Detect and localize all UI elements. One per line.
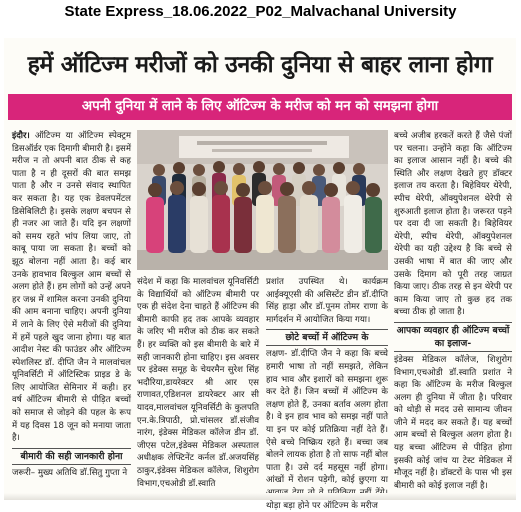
article-column-3 [266,276,388,511]
column-4-text: बच्चे अजीब हरकतें करते हैं जैसे पंजों पर चलना। उन्होंने कहा कि ऑटिज्म का इलाज आसान नहीं है। बच्चे की स्थिति और लक्षण देखते हुए डॉक्टर इलाज तय करता है। बिहेवियर थेरेपी, स्पीच थेरेपी, ऑक्युपेशनल थेरेपी से शुरुआती इलाज होता है। जरूरत पड़ने पर दवा दी जा सकती है। बिहेवियर थेरेपी, स्पीच थेरेपी, ऑक्युपेशनल थेरेपी का यही उद्देश्य है कि बच्चे से उसकी भाषा में बात की जाए और उसके दिमाग को पूरी तरह जाग्रत किया जाए। ठीक तरह से इन थेरेपी पर काम किया जाए तो कुछ हद तक बच्चा ठीक हो जाता है। [394,131,512,318]
column-1-text: ऑटिज्म या ऑटिज्म स्पेक्ट्रम डिसऑर्डर एक दिमागी बीमारी है। इसमें मरीज न तो अपनी बात ठीक से कह पाता है न ही दूसरों की बात समझ पाता है और न उनसे संवाद स्थापित कर सकता है। यह एक डेवलपमेंटल डिसेबिलिटी है। इसके लक्षण बचपन से ही नजर आ जाते हैं। यदि इन लक्षणों को समय रहते भांप लिया जाए, तो काबू पाया जा सकता है। बच्चों को झूठ बोलना नहीं आता है। कई बार उनके हावभाव बिल्कुल आम बच्चों से अलग होते हैं। हम लोगों को उन्हें अपने हर जश्न में शामिल करना उनकी दुनिया की आम बनाना चाहिए। अपनी दुनिया में लाने के लिए ऐसे मरीजों की दुनिया में हमें पहले खुद जाना होगा। यह बात आदीश नेस्ट की फाउंडर और ऑटिज्म स्पेशलिस्ट डॉ. दीप्ति जैन ने मालवांचल यूनिवर्सिटी में ऑटिस्टिक प्राइड डे के लिए आयोजित सेमिनार में कही। हर वर्ष ऑटिज्म बीमारी से पीड़ित बच्चों को समाज से जोड़ने की पहल के रूप में यह दिवस 18 जून को मनाया जाता है। [12,131,132,444]
dateline: इंदौर। [12,131,30,141]
column-3-box-text: लक्षण- डॉ.दीप्ति जैन ने कहा कि बच्चे हमारी भाषा तो नहीं समझते, लेकिन हाव भाव और इशारों को समझना शुरू कर देते हैं। जिन बच्चों में ऑटिज्म के लक्षण होते हैं, उनका बर्ताव अलग होता है। वे इन हाव भाव को समझ नहीं पाते या इन पर कोई प्रतिक्रिया नहीं देते हैं। ऐसे बच्चे निष्क्रिय रहते हैं। बच्चा जब बोलने लायक होता है तो साफ नहीं बोल पाता है। उसे दर्द महसूस नहीं होगा। आंखों में रोशन पड़ेगी, कोई छुएगा या थोड़ा बड़ा होने पर ऑटिज्म के मरीज [266,349,388,511]
article-headline: हमें ऑटिज्म मरीजों को उनकी दुनिया से बाहर लाना होगा [27,52,493,78]
newspaper-clipping [4,38,516,511]
article-column-4 [394,130,512,500]
box-heading-autism-symptoms: छोटे बच्चों में ऑटिज्म के [266,329,388,346]
column-3-text: प्रशांत उपस्थित थे। कार्यक्रम आईक्यूएसी की असिस्टेंट डीन डॉ.दीप्ति सिंह हाड़ा और डॉ.पूनम तोमर राणा के मार्गदर्शन में आयोजित किया गया। [266,277,388,325]
article-column-1 [12,130,131,500]
box-heading-behaviour-treatment: आपका व्यवहार ही ऑटिज्म बच्चों का इलाज- [394,322,512,352]
clipping-bottom-edge [4,493,516,500]
group-photo-illustration [137,130,388,270]
column-2-text: संदेश में कहा कि मालवांचल यूनिवर्सिटी के विद्यार्थियों को ऑटिज्म बीमारी पर एक ही संदेश देना चाहते हैं ऑटिज्म की बीमारी काफी हद तक आपके व्यवहार के जरिए भी मरीज को ठीक कर सकते हैं। हर व्यक्ति को इस बीमारी के बारे में सही जानकारी होना चाहिए। इस अवसर पर इंडेक्स समूह के चेयरमैन सुरेश सिंह भदौरिया,डायरेक्टर श्री आर एस राणावत,एडिशनल डायरेक्टर आर सी यादव,मालवांचल यूनिवर्सिटी के कुलपति एन.के.त्रिपाठी, प्रो.चांसलर डॉ.संजीव नारंग, इंडेक्स मेडिकल कॉलेज डीन डॉ. जीएस पटेल,इंडेक्स मेडिकल अस्पताल अधीक्षक लेफ्टिनेंट कर्नल डॉ.अजयसिंह ठाकुर,इंडेक्स मेडिकल कॉलेज, शिशुरोग विभाग,एचओडी डॉ.स्वाति [137,277,259,489]
clipping-source-line: State Express_18.06.2022_P02_Malvachanal University [64,3,457,20]
column-4-box-text: इंडेक्स मेडिकल कॉलेज, शिशुरोग विभाग,एचओडी डॉ.स्वाति प्रशांत ने कहा कि ऑटिज्म के मरीज बिल्कुल अलग ही दुनिया में जीता है। परिवार को थोड़ी से मदद उसे सामान्य जीवन जीने में मदद कर सकते हैं। यह बच्चों आम बच्चों से बिल्कुल अलग होता है। यह बच्चा ऑटिज्म से पीड़ित होगा इसकी कोई जांच या टेस्ट मेडिकल में मौजूद नहीं है। डॉक्टरों के पास भी इस बीमारी को कोई इलाज नहीं है। [394,354,512,491]
box-heading-correct-information: बीमारी की सही जानकारी होना [12,448,131,465]
article-column-2 [137,276,259,500]
event-group-photo [137,130,388,270]
column-1-box-text: जरूरी– मुख्य अतिथि डॉ.सितु गुप्ता ने [12,467,128,478]
article-subheadline: अपनी दुनिया में लाने के लिए ऑटिज्म के मरीज को मन को समझना होगा [8,94,512,120]
column-1-body [12,130,131,445]
